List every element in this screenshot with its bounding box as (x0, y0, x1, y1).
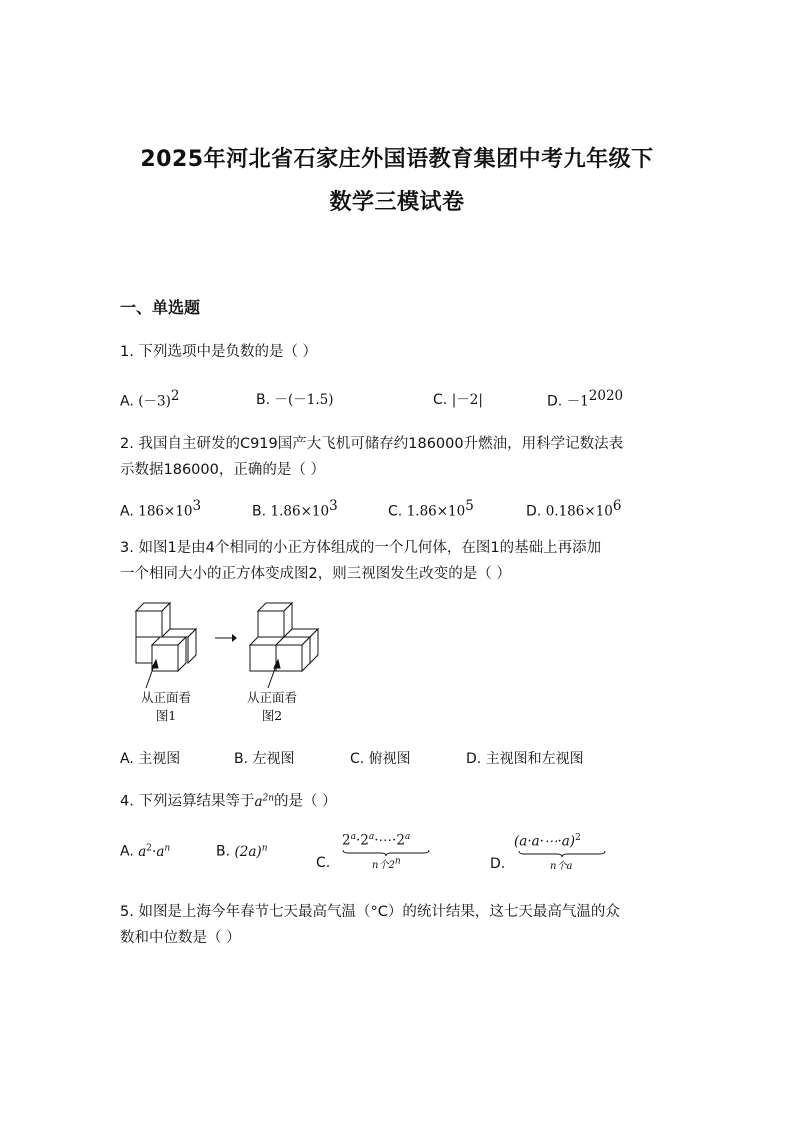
q3-option-b[interactable]: B. 左视图 (234, 751, 295, 767)
section-heading: 一、单选题 (120, 298, 201, 317)
q1-option-d[interactable]: D. $-1^{2020}$ (547, 388, 624, 410)
q2-option-c[interactable]: C. $1.86\times 10^5$ (388, 498, 474, 520)
title-line-1: 2025年河北省石家庄外国语教育集团中考九年级下 (140, 147, 654, 172)
question-5-stem-line-1: 5. 如图是上海今年春节七天最高气温（°C）的统计结果，这七天最高气温的众 (120, 904, 620, 920)
q4-option-d-expression: (a·a·⋯·a)$^2$ (514, 833, 581, 850)
question-2-stem-line-2: 示数据186000，正确的是（ ） (120, 462, 325, 478)
q1-option-b[interactable]: B. －(－1.5) (256, 392, 334, 408)
q2-option-a[interactable]: A. $186\times 10^3$ (120, 498, 202, 520)
q2-option-b[interactable]: B. $1.86\times 10^3$ (252, 498, 338, 520)
figure-1-caption: 从正面看 (140, 690, 191, 705)
q4-option-c-underlabel: n个2$^n$ (372, 856, 401, 871)
q3-option-d[interactable]: D. 主视图和左视图 (466, 751, 584, 767)
figure-1-label: 图1 (155, 708, 177, 723)
q4-option-d-underlabel: n个a (550, 861, 573, 872)
q4-option-c-expression: $2^a\cdot 2^a\cdot\cdots\cdot 2^a$ (342, 832, 411, 849)
figure-1-cubes (128, 600, 212, 692)
question-2-stem-line-1: 2. 我国自主研发的C919国产大飞机可储存约186000升燃油，用科学记数法表 (120, 436, 624, 452)
q4-option-b[interactable]: B. $(2a)^n$ (216, 843, 268, 860)
q1-option-c[interactable]: C. |－2| (433, 392, 483, 408)
q4-option-a[interactable]: A. $a^2\cdot a^n$ (120, 843, 171, 860)
question-5-stem-line-2: 数和中位数是（ ） (120, 930, 241, 946)
question-1-stem: 1. 下列选项中是负数的是（ ） (120, 344, 318, 360)
figure-2-cubes (248, 600, 332, 692)
question-3-stem-line-2: 一个相同大小的正方体变成图2，则三视图发生改变的是（ ） (120, 566, 511, 582)
figure-2-label: 图2 (261, 708, 283, 723)
title-line-2: 数学三模试卷 (329, 190, 465, 215)
q3-option-c[interactable]: C. 俯视图 (350, 751, 411, 767)
transform-arrow-icon (214, 632, 238, 644)
q4-option-c-letter[interactable]: C. (316, 855, 331, 871)
question-3-stem-line-1: 3. 如图1是由4个相同的小正方体组成的一个几何体，在图1的基础上再添加 (120, 540, 602, 556)
question-4-stem: 4. 下列运算结果等于$a^{2n}$的是（ ） (120, 793, 337, 810)
q4-option-d-letter[interactable]: D. (490, 856, 506, 872)
figure-2-caption: 从正面看 (246, 690, 297, 705)
q3-option-a[interactable]: A. 主视图 (120, 751, 181, 767)
q1-option-a[interactable]: A. $(-3)^2$ (120, 388, 180, 410)
q2-option-d[interactable]: D. $0.186\times 10^6$ (526, 498, 622, 520)
